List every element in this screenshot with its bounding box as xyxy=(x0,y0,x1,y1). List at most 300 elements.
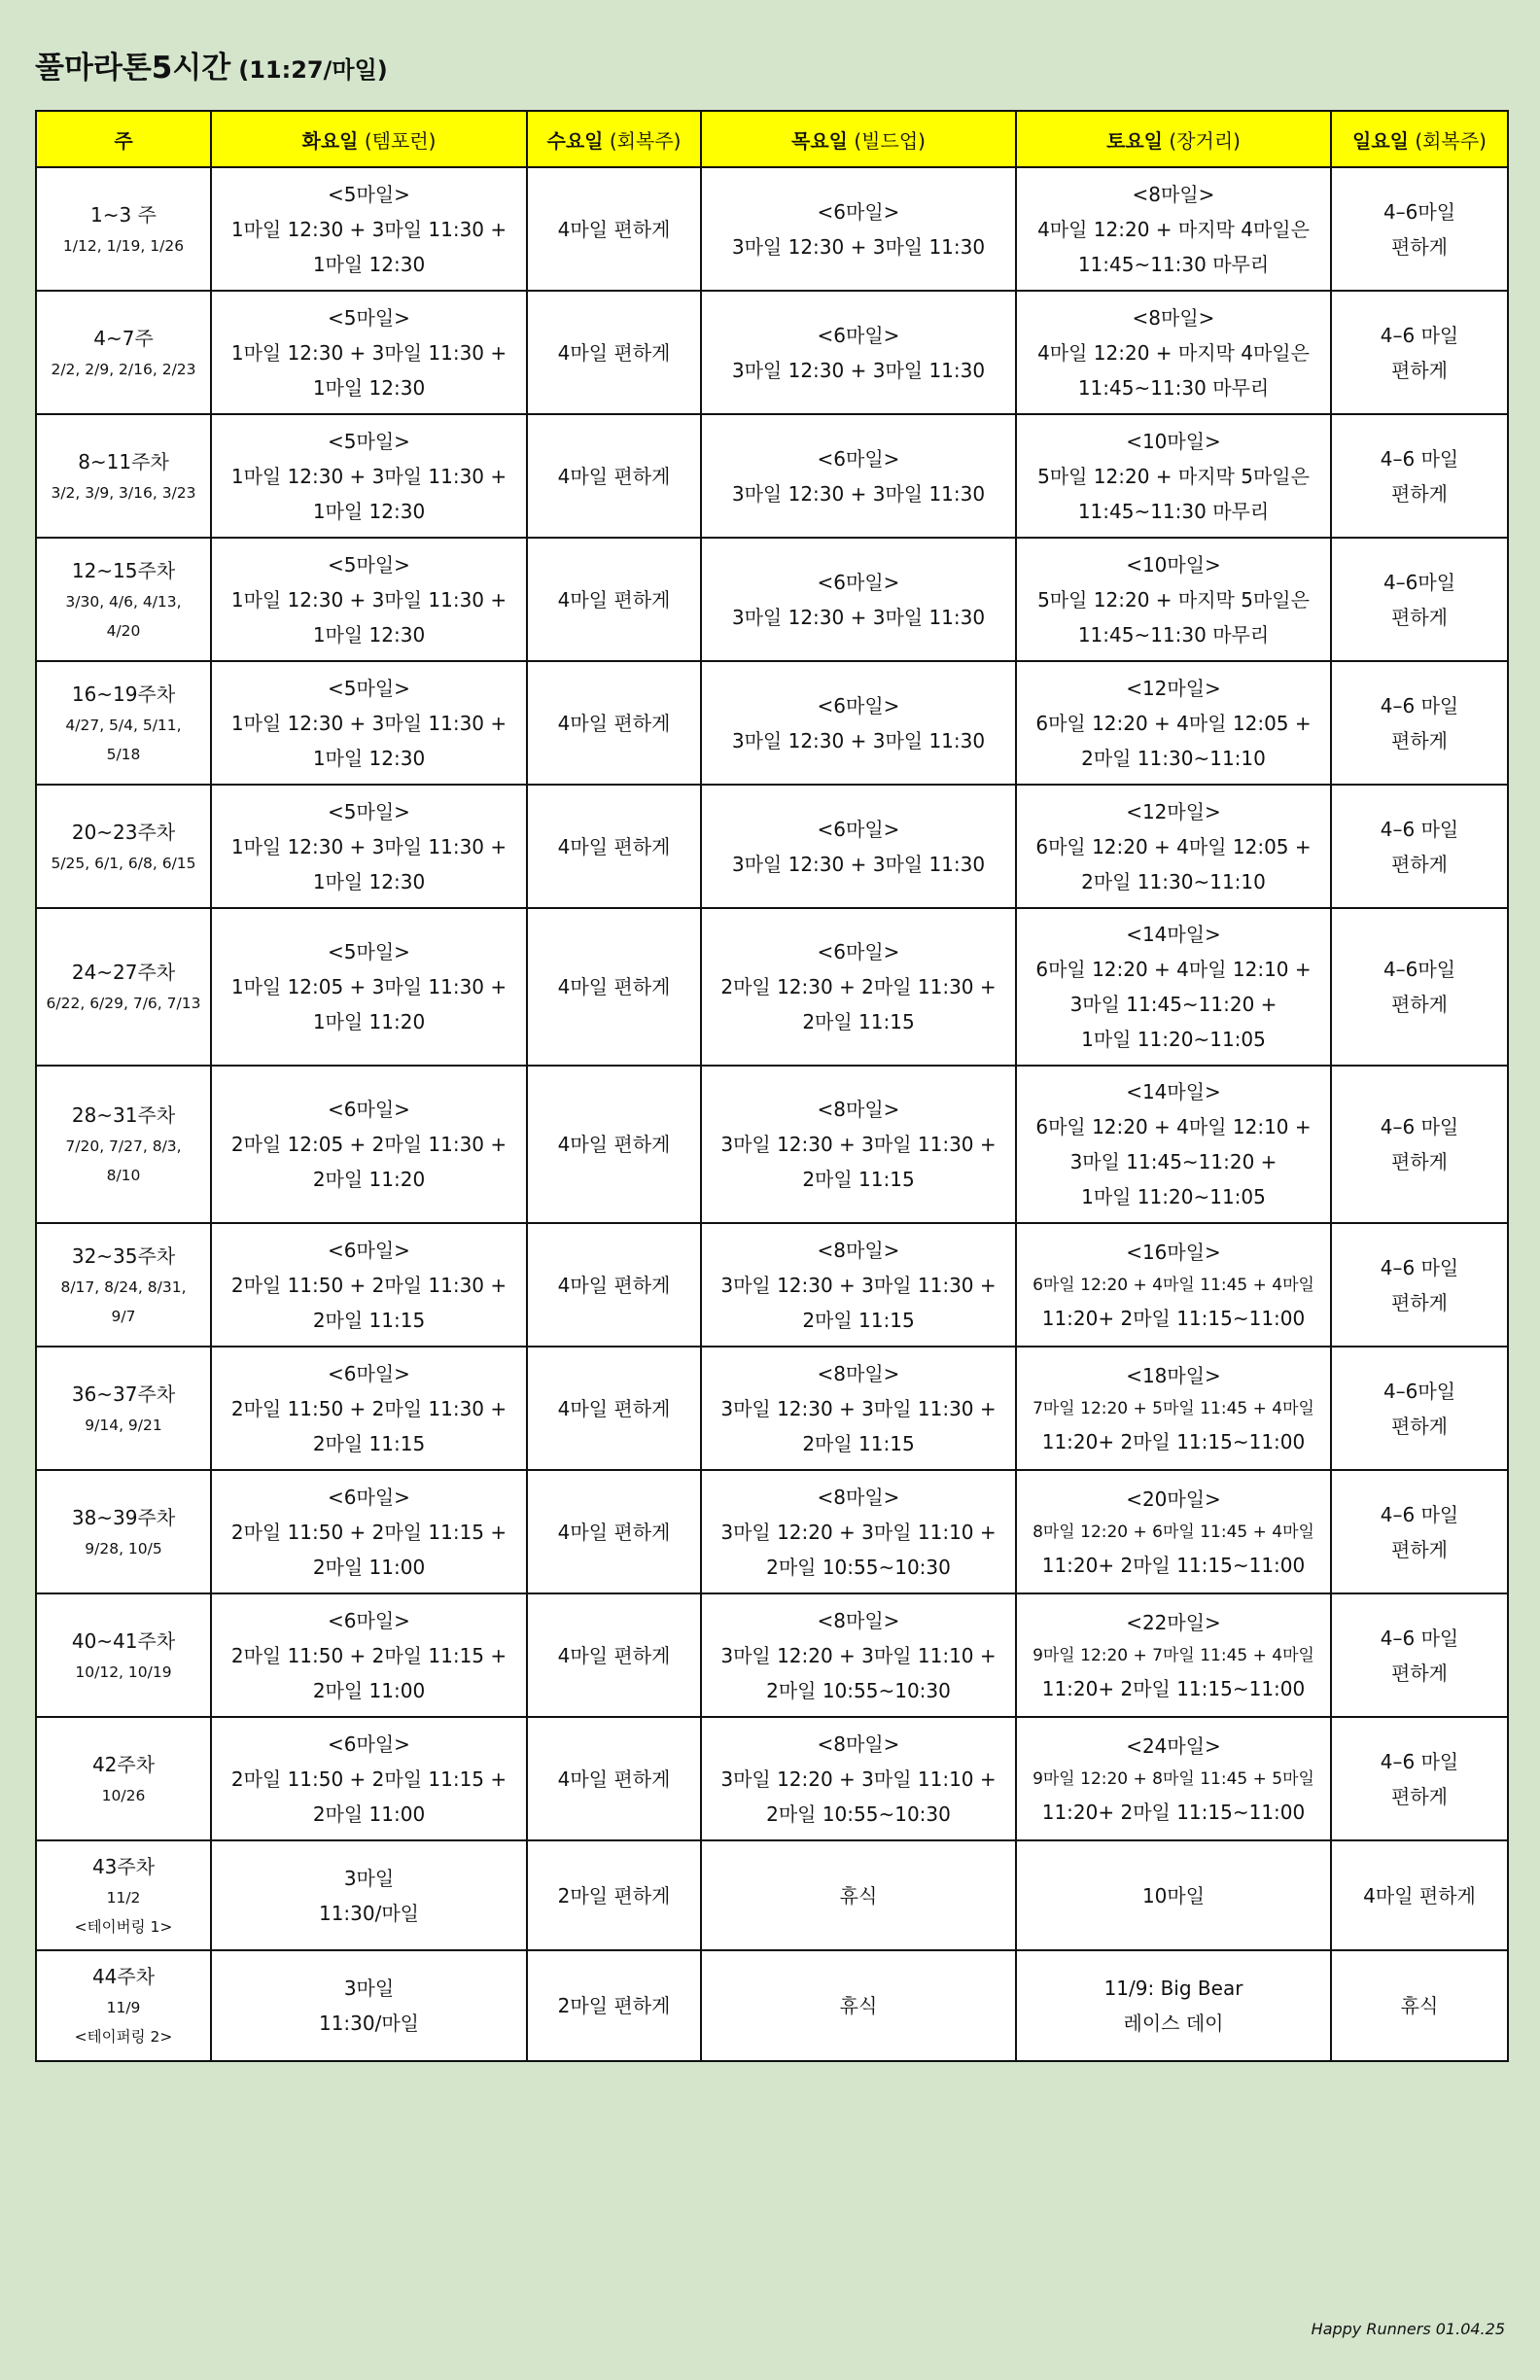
thursday-line: <6마일> xyxy=(817,817,900,841)
thursday-cell xyxy=(701,538,1016,661)
week-dates: 8/17, 8/24, 8/31, xyxy=(60,1278,187,1296)
wednesday-cell xyxy=(527,1717,701,1840)
week-dates: 5/18 xyxy=(106,745,141,763)
thursday-cell xyxy=(701,414,1016,538)
thursday-line: 2마일 10:55~10:30 xyxy=(766,1802,951,1826)
week-dates: 10/12, 10/19 xyxy=(75,1662,172,1681)
thursday-line: 3마일 12:30 + 3마일 11:30 + xyxy=(720,1273,997,1297)
tuesday-cell xyxy=(211,1593,527,1717)
thursday-line: 3마일 12:30 + 3마일 11:30 xyxy=(731,728,986,752)
wednesday-cell xyxy=(527,1470,701,1593)
saturday-line: 11:20+ 2마일 11:15~11:00 xyxy=(1041,1800,1306,1824)
saturday-line: <10마일> xyxy=(1126,552,1221,577)
table-row xyxy=(36,1470,1508,1593)
sunday-line: 4–6마일 xyxy=(1382,1379,1456,1403)
week-dates: 11/2 xyxy=(106,1888,141,1907)
thursday-cell xyxy=(701,1950,1016,2061)
wednesday-cell xyxy=(527,1593,701,1717)
wednesday-text: 4마일 편하게 xyxy=(557,1643,671,1667)
week-dates: <테이버링 1> xyxy=(74,1917,173,1936)
sunday-line: 4마일 편하게 xyxy=(1363,1883,1476,1908)
week-dates: 3/30, 4/6, 4/13, xyxy=(65,592,182,611)
week-cell xyxy=(36,414,211,538)
tuesday-line: 1마일 12:30 + 3마일 11:30 + xyxy=(230,834,508,858)
wednesday-cell xyxy=(527,538,701,661)
week-dates: 7/20, 7/27, 8/3, xyxy=(65,1138,182,1155)
tuesday-line: 2마일 11:50 + 2마일 11:15 + xyxy=(230,1643,508,1667)
sunday-line: 편하게 xyxy=(1391,605,1448,629)
week-label: 28~31주차 xyxy=(71,1103,176,1127)
saturday-line: 11:20+ 2마일 11:15~11:00 xyxy=(1041,1429,1306,1453)
tuesday-cell xyxy=(211,1470,527,1593)
sunday-cell xyxy=(1331,1066,1508,1223)
thursday-line: <8마일> xyxy=(817,1361,900,1385)
tuesday-line: <6마일> xyxy=(328,1238,410,1262)
saturday-line: 11:20+ 2마일 11:15~11:00 xyxy=(1041,1676,1306,1700)
header-sunday: 일요일 (회복주) xyxy=(1331,111,1508,167)
sunday-cell xyxy=(1331,785,1508,908)
tuesday-line: <6마일> xyxy=(328,1608,410,1632)
wednesday-cell xyxy=(527,1950,701,2061)
tuesday-line: 1마일 12:30 + 3마일 11:30 + xyxy=(230,587,508,612)
saturday-line: <12마일> xyxy=(1126,676,1221,700)
thursday-cell xyxy=(701,661,1016,785)
tuesday-line: 2마일 11:50 + 2마일 11:30 + xyxy=(230,1396,508,1420)
tuesday-cell xyxy=(211,1066,527,1223)
week-cell xyxy=(36,1593,211,1717)
page-title xyxy=(35,43,388,87)
tuesday-line: <5마일> xyxy=(328,799,410,823)
week-dates: 4/20 xyxy=(106,621,141,640)
saturday-cell xyxy=(1016,1066,1331,1223)
saturday-line: <12마일> xyxy=(1126,799,1221,823)
saturday-line: 11:20+ 2마일 11:15~11:00 xyxy=(1041,1553,1306,1577)
saturday-cell xyxy=(1016,414,1331,538)
saturday-line: <8마일> xyxy=(1132,182,1215,206)
saturday-line: 1마일 11:20~11:05 xyxy=(1081,1028,1266,1051)
footer-credit: Happy Runners 01.04.25 xyxy=(1311,2320,1505,2338)
sunday-line: 4–6 마일 xyxy=(1380,323,1459,347)
week-cell xyxy=(36,908,211,1066)
table-row xyxy=(36,1717,1508,1840)
thursday-line: 3마일 12:30 + 3마일 11:30 + xyxy=(720,1133,997,1156)
week-dates: 10/26 xyxy=(101,1786,146,1804)
week-label: 36~37주차 xyxy=(71,1382,176,1406)
week-dates: 6/22, 6/29, 7/6, 7/13 xyxy=(46,995,201,1012)
thursday-line: 휴식 xyxy=(839,1883,878,1908)
saturday-line: <16마일> xyxy=(1126,1240,1221,1264)
table-row xyxy=(36,414,1508,538)
week-label: 44주차 xyxy=(91,1965,156,1988)
thursday-line: <8마일> xyxy=(817,1608,900,1632)
tuesday-line: 3마일 xyxy=(343,1977,395,2000)
saturday-line: <14마일> xyxy=(1126,1080,1221,1103)
thursday-line: 3마일 12:30 + 3마일 11:30 xyxy=(731,481,986,506)
plan-title: 풀마라톤5시간 xyxy=(35,51,231,86)
week-cell xyxy=(36,538,211,661)
table-row xyxy=(36,1223,1508,1347)
tuesday-line: 2마일 12:05 + 2마일 11:30 + xyxy=(230,1133,508,1156)
thursday-line: 2마일 10:55~10:30 xyxy=(766,1555,951,1579)
thursday-line: 2마일 10:55~10:30 xyxy=(766,1678,951,1702)
wednesday-text: 2마일 편하게 xyxy=(557,1883,671,1908)
table-row xyxy=(36,167,1508,291)
thursday-line: 3마일 12:30 + 3마일 11:30 xyxy=(731,605,986,629)
sunday-line: 편하게 xyxy=(1391,1150,1448,1173)
header-tuesday: 화요일 (템포런) xyxy=(211,111,527,167)
week-label: 1~3 주 xyxy=(90,202,157,227)
saturday-line: 11/9: Big Bear xyxy=(1103,1977,1243,2000)
tuesday-line: <6마일> xyxy=(328,1098,410,1121)
tuesday-line: <6마일> xyxy=(328,1732,410,1756)
table-row xyxy=(36,661,1508,785)
sunday-line: 4–6마일 xyxy=(1382,958,1456,981)
table-row xyxy=(36,538,1508,661)
week-dates: 11/9 xyxy=(106,1999,141,2016)
week-cell xyxy=(36,661,211,785)
saturday-cell xyxy=(1016,661,1331,785)
saturday-cell xyxy=(1016,1223,1331,1347)
saturday-line: 11:45~11:30 마무리 xyxy=(1077,499,1270,523)
wednesday-text: 4마일 편하게 xyxy=(557,1273,671,1297)
sunday-line: 편하게 xyxy=(1391,1784,1448,1808)
sunday-cell xyxy=(1331,661,1508,785)
saturday-line: 10마일 xyxy=(1141,1883,1206,1908)
tuesday-cell xyxy=(211,908,527,1066)
week-dates: <테이퍼링 2> xyxy=(74,2028,173,2046)
tuesday-line: <5마일> xyxy=(328,940,410,963)
header-wednesday: 수요일 (회복주) xyxy=(527,111,701,167)
sunday-cell xyxy=(1331,1470,1508,1593)
tuesday-line: <5마일> xyxy=(328,429,410,453)
tuesday-line: 11:30/마일 xyxy=(318,1901,419,1925)
sunday-line: 편하게 xyxy=(1391,993,1448,1016)
thursday-line: 2마일 11:15 xyxy=(802,1308,915,1332)
week-label: 42주차 xyxy=(91,1752,156,1776)
tuesday-line: 2마일 11:50 + 2마일 11:15 + xyxy=(230,1767,508,1791)
saturday-line: 6마일 12:20 + 4마일 11:45 + 4마일 xyxy=(1032,1275,1314,1295)
sunday-cell xyxy=(1331,908,1508,1066)
sunday-line: 편하게 xyxy=(1391,1661,1448,1685)
week-label: 40~41주차 xyxy=(71,1628,176,1653)
wednesday-text: 4마일 편하게 xyxy=(557,587,671,612)
week-cell xyxy=(36,291,211,414)
table-body xyxy=(36,167,1508,2061)
sunday-line: 편하게 xyxy=(1391,1537,1448,1561)
saturday-cell xyxy=(1016,1717,1331,1840)
wednesday-text: 4마일 편하게 xyxy=(557,1396,671,1420)
tuesday-cell xyxy=(211,1840,527,1950)
saturday-line: <20마일> xyxy=(1126,1487,1221,1511)
tuesday-line: 11:30/마일 xyxy=(318,2012,419,2035)
sunday-line: 편하게 xyxy=(1391,728,1448,752)
saturday-line: <10마일> xyxy=(1126,429,1221,453)
saturday-cell xyxy=(1016,167,1331,291)
sunday-line: 4–6 마일 xyxy=(1380,1626,1459,1650)
target-pace: (11:27/마일) xyxy=(238,56,388,84)
table-row xyxy=(36,1347,1508,1470)
wednesday-text: 4마일 편하게 xyxy=(557,1133,671,1156)
tuesday-line: 2마일 11:00 xyxy=(312,1555,426,1579)
sunday-line: 편하게 xyxy=(1391,852,1448,876)
sunday-line: 편하게 xyxy=(1391,358,1448,382)
week-dates: 4/27, 5/4, 5/11, xyxy=(65,716,182,734)
sunday-line: 편하게 xyxy=(1391,1414,1448,1438)
table-row xyxy=(36,1066,1508,1223)
week-label: 16~19주차 xyxy=(71,682,176,706)
tuesday-line: <5마일> xyxy=(328,305,410,330)
week-dates: 1/12, 1/19, 1/26 xyxy=(62,236,185,255)
wednesday-cell xyxy=(527,1066,701,1223)
sunday-cell xyxy=(1331,1840,1508,1950)
thursday-line: 3마일 12:30 + 3마일 11:30 xyxy=(731,234,986,259)
saturday-line: <8마일> xyxy=(1132,305,1215,330)
thursday-cell xyxy=(701,1593,1016,1717)
saturday-cell xyxy=(1016,1840,1331,1950)
saturday-line: 5마일 12:20 + 마지막 5마일은 xyxy=(1037,464,1310,488)
saturday-line: 레이스 데이 xyxy=(1123,2012,1224,2035)
tuesday-line: 2마일 11:00 xyxy=(312,1802,426,1826)
tuesday-line: 1마일 12:30 xyxy=(312,499,426,523)
thursday-line: 3마일 12:30 + 3마일 11:30 xyxy=(731,852,986,876)
saturday-cell xyxy=(1016,1950,1331,2061)
tuesday-cell xyxy=(211,1223,527,1347)
wednesday-text: 4마일 편하게 xyxy=(557,834,671,858)
week-label: 12~15주차 xyxy=(71,558,176,582)
table-row xyxy=(36,1950,1508,2061)
tuesday-line: <5마일> xyxy=(328,182,410,206)
thursday-line: 3마일 12:20 + 3마일 11:10 + xyxy=(720,1643,997,1667)
tuesday-line: 1마일 11:20 xyxy=(312,1010,426,1033)
tuesday-cell xyxy=(211,785,527,908)
week-label: 20~23주차 xyxy=(71,820,176,844)
saturday-cell xyxy=(1016,291,1331,414)
sunday-cell xyxy=(1331,1950,1508,2061)
tuesday-cell xyxy=(211,1950,527,2061)
thursday-cell xyxy=(701,167,1016,291)
sunday-line: 4–6 마일 xyxy=(1380,1115,1459,1138)
wednesday-text: 4마일 편하게 xyxy=(557,1520,671,1544)
table-row xyxy=(36,1593,1508,1717)
sunday-cell xyxy=(1331,414,1508,538)
week-dates: 3/2, 3/9, 3/16, 3/23 xyxy=(51,483,196,502)
tuesday-line: 1마일 12:30 + 3마일 11:30 + xyxy=(230,711,508,735)
thursday-cell xyxy=(701,291,1016,414)
sunday-cell xyxy=(1331,291,1508,414)
thursday-line: <8마일> xyxy=(817,1732,900,1756)
tuesday-cell xyxy=(211,661,527,785)
header-saturday: 토요일 (장거리) xyxy=(1016,111,1331,167)
sunday-line: 편하게 xyxy=(1391,481,1448,506)
tuesday-line: <6마일> xyxy=(328,1361,410,1385)
sunday-line: 편하게 xyxy=(1391,234,1448,259)
week-cell xyxy=(36,1840,211,1950)
thursday-line: <6마일> xyxy=(817,940,900,963)
wednesday-cell xyxy=(527,785,701,908)
tuesday-line: 1마일 12:30 xyxy=(312,252,426,276)
saturday-cell xyxy=(1016,1347,1331,1470)
saturday-line: 3마일 11:45~11:20 + xyxy=(1069,1150,1278,1173)
sunday-cell xyxy=(1331,1593,1508,1717)
saturday-line: 2마일 11:30~11:10 xyxy=(1081,746,1266,770)
thursday-line: <8마일> xyxy=(817,1098,900,1121)
week-label: 24~27주차 xyxy=(71,961,176,984)
tuesday-line: 1마일 12:05 + 3마일 11:30 + xyxy=(230,975,508,998)
saturday-line: <22마일> xyxy=(1126,1610,1221,1634)
wednesday-text: 4마일 편하게 xyxy=(557,340,671,365)
wednesday-cell xyxy=(527,1347,701,1470)
week-dates: 9/14, 9/21 xyxy=(85,1416,162,1434)
sunday-line: 휴식 xyxy=(1400,1994,1439,2017)
sunday-line: 4–6 마일 xyxy=(1380,1749,1459,1773)
week-label: 43주차 xyxy=(91,1854,156,1878)
thursday-cell xyxy=(701,1717,1016,1840)
thursday-cell xyxy=(701,1066,1016,1223)
tuesday-cell xyxy=(211,167,527,291)
sunday-line: 4–6마일 xyxy=(1382,199,1456,224)
thursday-line: 2마일 11:15 xyxy=(802,1010,915,1033)
tuesday-line: 1마일 12:30 + 3마일 11:30 + xyxy=(230,464,508,488)
sunday-line: 4–6 마일 xyxy=(1380,817,1459,841)
saturday-line: <24마일> xyxy=(1126,1733,1221,1758)
week-dates: 9/28, 10/5 xyxy=(85,1539,162,1558)
tuesday-line: 2마일 11:15 xyxy=(312,1431,426,1455)
tuesday-line: 2마일 11:50 + 2마일 11:30 + xyxy=(230,1273,508,1297)
table-row xyxy=(36,908,1508,1066)
saturday-line: 6마일 12:20 + 4마일 12:10 + xyxy=(1035,1115,1312,1138)
saturday-line: 11:20+ 2마일 11:15~11:00 xyxy=(1041,1306,1306,1330)
thursday-cell xyxy=(701,1470,1016,1593)
week-cell xyxy=(36,1950,211,2061)
wednesday-cell xyxy=(527,291,701,414)
saturday-cell xyxy=(1016,908,1331,1066)
wednesday-text: 4마일 편하게 xyxy=(557,711,671,735)
saturday-cell xyxy=(1016,1470,1331,1593)
saturday-line: 11:45~11:30 마무리 xyxy=(1077,375,1270,400)
thursday-line: <6마일> xyxy=(817,446,900,471)
tuesday-line: 1마일 12:30 + 3마일 11:30 + xyxy=(230,217,508,241)
week-label: 4~7주 xyxy=(93,326,154,350)
thursday-line: <6마일> xyxy=(817,323,900,347)
saturday-line: 11:45~11:30 마무리 xyxy=(1077,252,1270,276)
saturday-line: 1마일 11:20~11:05 xyxy=(1081,1185,1266,1208)
thursday-cell xyxy=(701,1347,1016,1470)
sunday-line: 4–6마일 xyxy=(1382,570,1456,594)
thursday-cell xyxy=(701,1223,1016,1347)
saturday-line: 9마일 12:20 + 7마일 11:45 + 4마일 xyxy=(1032,1645,1314,1665)
table-row xyxy=(36,785,1508,908)
sunday-line: 4–6 마일 xyxy=(1380,1502,1459,1526)
tuesday-line: <6마일> xyxy=(328,1485,410,1509)
saturday-cell xyxy=(1016,1593,1331,1717)
table-row xyxy=(36,291,1508,414)
wednesday-cell xyxy=(527,1223,701,1347)
saturday-line: 11:45~11:30 마무리 xyxy=(1077,622,1270,647)
week-cell xyxy=(36,1347,211,1470)
thursday-line: 2마일 11:15 xyxy=(802,1168,915,1191)
week-label: 32~35주차 xyxy=(71,1243,176,1268)
week-dates: 2/2, 2/9, 2/16, 2/23 xyxy=(51,360,196,378)
wednesday-cell xyxy=(527,661,701,785)
tuesday-cell xyxy=(211,538,527,661)
saturday-line: 8마일 12:20 + 6마일 11:45 + 4마일 xyxy=(1032,1522,1314,1542)
thursday-line: 3마일 12:20 + 3마일 11:10 + xyxy=(720,1767,997,1791)
tuesday-cell xyxy=(211,291,527,414)
thursday-cell xyxy=(701,908,1016,1066)
tuesday-line: 1마일 12:30 xyxy=(312,869,426,893)
saturday-line: 7마일 12:20 + 5마일 11:45 + 4마일 xyxy=(1032,1398,1314,1418)
tuesday-line: 2마일 11:15 xyxy=(312,1308,426,1332)
saturday-cell xyxy=(1016,538,1331,661)
thursday-line: 3마일 12:30 + 3마일 11:30 xyxy=(731,358,986,382)
tuesday-cell xyxy=(211,414,527,538)
wednesday-cell xyxy=(527,167,701,291)
sunday-line: 4–6 마일 xyxy=(1380,693,1459,718)
saturday-line: 2마일 11:30~11:10 xyxy=(1081,869,1266,893)
saturday-line: <18마일> xyxy=(1126,1363,1221,1387)
saturday-line: 6마일 12:20 + 4마일 12:05 + xyxy=(1035,711,1312,735)
week-cell xyxy=(36,1223,211,1347)
sunday-cell xyxy=(1331,538,1508,661)
thursday-line: <8마일> xyxy=(817,1238,900,1262)
thursday-line: 2마일 12:30 + 2마일 11:30 + xyxy=(720,975,997,998)
thursday-line: 3마일 12:20 + 3마일 11:10 + xyxy=(720,1520,997,1544)
table-header-row xyxy=(36,111,1508,167)
tuesday-cell xyxy=(211,1717,527,1840)
tuesday-line: 1마일 12:30 xyxy=(312,375,426,400)
week-cell xyxy=(36,1066,211,1223)
tuesday-line: 3마일 xyxy=(343,1866,395,1890)
header-thursday: 목요일 (빌드업) xyxy=(701,111,1016,167)
header-week: 주 xyxy=(36,111,211,167)
thursday-line: <6마일> xyxy=(817,570,900,594)
sunday-cell xyxy=(1331,1223,1508,1347)
tuesday-line: 1마일 12:30 xyxy=(312,622,426,647)
wednesday-cell xyxy=(527,1840,701,1950)
table-row xyxy=(36,1840,1508,1950)
tuesday-line: 1마일 12:30 + 3마일 11:30 + xyxy=(230,340,508,365)
saturday-line: 5마일 12:20 + 마지막 5마일은 xyxy=(1037,587,1310,612)
saturday-line: 4마일 12:20 + 마지막 4마일은 xyxy=(1037,340,1310,365)
thursday-line: 휴식 xyxy=(839,1994,878,2017)
saturday-line: 4마일 12:20 + 마지막 4마일은 xyxy=(1037,217,1310,241)
wednesday-cell xyxy=(527,414,701,538)
week-dates: 5/25, 6/1, 6/8, 6/15 xyxy=(51,854,196,872)
tuesday-line: <5마일> xyxy=(328,552,410,577)
wednesday-text: 4마일 편하게 xyxy=(557,1767,671,1791)
thursday-line: 3마일 12:30 + 3마일 11:30 + xyxy=(720,1396,997,1420)
sunday-line: 4–6 마일 xyxy=(1380,1255,1459,1279)
saturday-cell xyxy=(1016,785,1331,908)
week-label: 38~39주차 xyxy=(71,1505,176,1529)
thursday-line: <6마일> xyxy=(817,693,900,718)
week-dates: 9/7 xyxy=(111,1307,136,1325)
wednesday-cell xyxy=(527,908,701,1066)
thursday-line: <8마일> xyxy=(817,1485,900,1509)
sunday-cell xyxy=(1331,167,1508,291)
thursday-cell xyxy=(701,785,1016,908)
tuesday-line: 2마일 11:20 xyxy=(312,1168,426,1191)
wednesday-text: 4마일 편하게 xyxy=(557,217,671,241)
sunday-line: 편하게 xyxy=(1391,1290,1448,1314)
wednesday-text: 4마일 편하게 xyxy=(557,975,671,998)
tuesday-line: 1마일 12:30 xyxy=(312,746,426,770)
week-cell xyxy=(36,1717,211,1840)
saturday-line: 9마일 12:20 + 8마일 11:45 + 5마일 xyxy=(1032,1768,1314,1789)
training-schedule-table xyxy=(35,110,1509,2062)
tuesday-line: <5마일> xyxy=(328,676,410,700)
sunday-cell xyxy=(1331,1717,1508,1840)
